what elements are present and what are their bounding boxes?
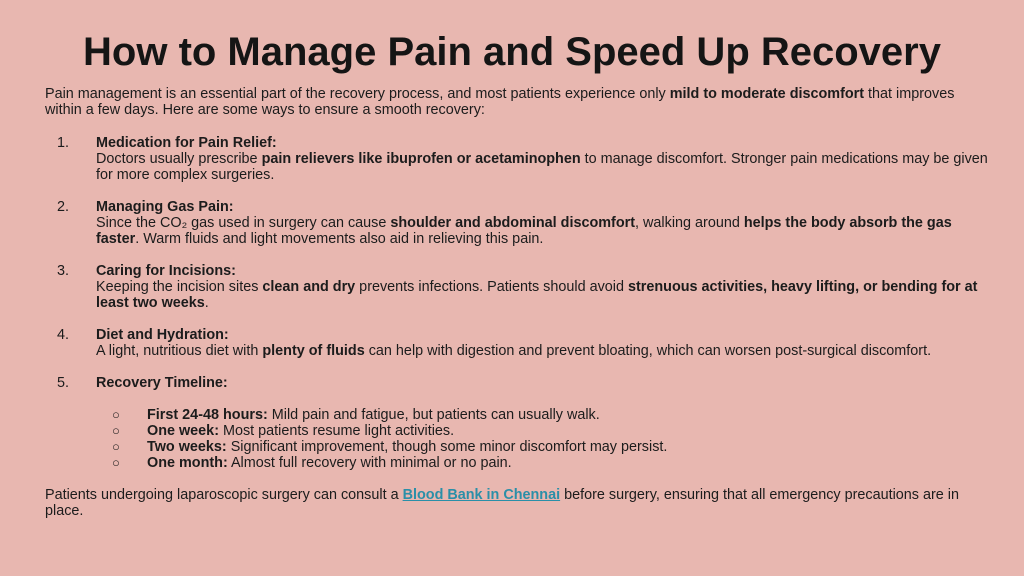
list-item-incisions bbox=[45, 263, 990, 311]
circle-bullet-icon: ○ bbox=[112, 423, 120, 438]
timeline-text: Significant improvement, though some minor discomfort may persist. bbox=[226, 439, 668, 455]
timeline-list bbox=[96, 407, 990, 471]
item-heading: Medication for Pain Relief: bbox=[96, 135, 277, 151]
item-number: 2. bbox=[57, 199, 70, 215]
timeline-label: One month: bbox=[147, 455, 228, 471]
item-text: A light, nutritious diet with bbox=[96, 343, 263, 359]
item-text: Since the CO₂ gas used in surgery can cause bbox=[96, 215, 391, 231]
item-heading: Caring for Incisions: bbox=[96, 263, 236, 279]
footer-paragraph bbox=[45, 487, 990, 519]
circle-bullet-icon: ○ bbox=[112, 407, 120, 422]
timeline-text: Most patients resume light activities. bbox=[218, 423, 455, 439]
item-number: 4. bbox=[57, 327, 70, 343]
item-heading: Recovery Timeline: bbox=[96, 375, 228, 391]
item-text: . Warm fluids and light movements also aid in relieving this pain. bbox=[135, 231, 544, 247]
intro-text-end: that improves within a few days. Here are some ways to ensure a smooth recovery: bbox=[45, 86, 955, 118]
list-item-diet bbox=[45, 327, 990, 359]
timeline-item bbox=[96, 407, 990, 423]
intro-emphasis: mild to moderate discomfort bbox=[669, 86, 865, 102]
item-number: 3. bbox=[57, 263, 70, 279]
item-text: . bbox=[204, 295, 209, 311]
item-emphasis: helps the body absorb the gas faster bbox=[96, 215, 952, 247]
list-item-timeline bbox=[45, 375, 990, 471]
footer-text: Patients undergoing laparoscopic surgery can consult a bbox=[45, 487, 403, 503]
item-emphasis: pain relievers like ibuprofen or acetaminophen bbox=[261, 151, 581, 167]
circle-bullet-icon: ○ bbox=[112, 439, 120, 454]
timeline-item bbox=[96, 439, 990, 455]
item-text: to manage discomfort. Stronger pain medications may be given for more complex surgeries. bbox=[96, 151, 988, 183]
item-text: prevents infections. Patients should avoid bbox=[355, 279, 628, 295]
item-emphasis: plenty of fluids bbox=[262, 343, 365, 359]
item-emphasis: clean and dry bbox=[262, 279, 356, 295]
intro-text: Pain management is an essential part of the recovery process, and most patients experience only bbox=[45, 86, 670, 102]
list-item-medication bbox=[45, 135, 990, 183]
item-emphasis: strenuous activities, heavy lifting, or bending for at least two weeks bbox=[96, 279, 978, 311]
item-text: Doctors usually prescribe bbox=[96, 151, 262, 167]
timeline-label: First 24-48 hours: bbox=[147, 407, 268, 423]
blood-bank-link[interactable]: Blood Bank in Chennai bbox=[402, 487, 561, 503]
intro-paragraph bbox=[45, 86, 990, 118]
page-title: How to Manage Pain and Speed Up Recovery bbox=[83, 30, 941, 74]
circle-bullet-icon: ○ bbox=[112, 455, 120, 470]
timeline-item bbox=[96, 455, 990, 471]
timeline-item bbox=[96, 423, 990, 439]
footer-text-end: before surgery, ensuring that all emergency precautions are in place. bbox=[45, 487, 959, 519]
item-heading: Diet and Hydration: bbox=[96, 327, 229, 343]
timeline-label: Two weeks: bbox=[147, 439, 227, 455]
item-emphasis: shoulder and abdominal discomfort bbox=[390, 215, 636, 231]
item-number: 5. bbox=[57, 375, 70, 391]
item-number: 1. bbox=[57, 135, 70, 151]
slide-body bbox=[45, 86, 990, 519]
item-text: Keeping the incision sites bbox=[96, 279, 263, 295]
item-text: , walking around bbox=[635, 215, 744, 231]
recovery-tips-list bbox=[45, 135, 990, 471]
timeline-text: Almost full recovery with minimal or no pain. bbox=[227, 455, 512, 471]
item-heading: Managing Gas Pain: bbox=[96, 199, 234, 215]
timeline-label: One week: bbox=[147, 423, 219, 439]
item-text: can help with digestion and prevent bloating, which can worsen post-surgical discomfort. bbox=[364, 343, 932, 359]
list-item-gas-pain bbox=[45, 199, 990, 247]
timeline-text: Mild pain and fatigue, but patients can usually walk. bbox=[267, 407, 600, 423]
